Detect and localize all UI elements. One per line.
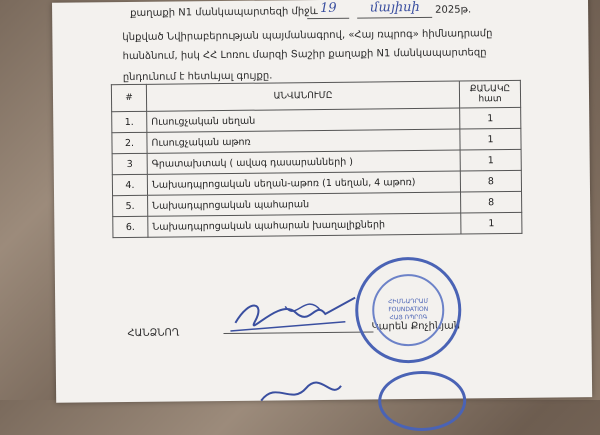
organization-seal: [355, 257, 462, 364]
transferor-label: ՀԱՆՁՆՈՂ: [127, 327, 180, 340]
date-year: 2025թ.: [435, 4, 472, 16]
row-quantity: 1: [460, 107, 521, 129]
row-name: Նախադպրոցական սեղան-աթոռ (1 սեղան, 4 աթոռ): [147, 171, 460, 195]
row-name: Նախադպրոցական պահարան: [148, 192, 461, 216]
row-number: 6.: [113, 216, 148, 237]
seal-text: [358, 298, 458, 323]
row-number: 4.: [112, 174, 147, 195]
date-day-underline: [307, 18, 349, 19]
row-name: Նախադպրոցական պահարան խաղալիքների: [148, 213, 461, 237]
seal-line-3: ՀԱՅ ՌՊՐՈԳ: [389, 313, 428, 322]
row-name: Գրատախտակ ( ավագ դասարանների ): [147, 150, 460, 174]
row-name: Ուսուցչական սեղան: [147, 108, 460, 132]
header-line-2: կնքված Նվիրաբերության պայմանագրով, «Հայ ռպրոգ» հիմնադրամը: [122, 28, 493, 44]
header-line-1: [130, 6, 318, 19]
header-line-4: ընդունում է հետևյալ գույքը.: [122, 70, 273, 84]
row-number: 2.: [112, 132, 147, 153]
header-line-3: հանձնում, իսկ ՀՀ Լոռու մարզի Տաշիր քաղաքի N1 մանկապարտեզը: [122, 47, 487, 63]
seal-line-1: ՀԻՄՆԱԴՐԱՄ: [388, 297, 429, 306]
header-quantity: [459, 80, 520, 108]
header-name: ԱՆՎԱՆՈՒՄԸ: [146, 81, 459, 111]
header-quantity-label: ՔԱՆԱԿԸ: [469, 84, 511, 95]
row-quantity: 8: [460, 170, 521, 192]
row-quantity: 1: [460, 149, 521, 171]
handwritten-signature: [225, 292, 365, 337]
signatory-name: Կարեն Քոչինյան: [371, 320, 461, 333]
header-quantity-unit: հատ: [478, 94, 502, 105]
second-signature: [256, 380, 346, 411]
row-number: 1.: [112, 111, 147, 132]
row-number: 5.: [113, 195, 148, 216]
date-month: մայիսի: [370, 0, 420, 16]
table-row: [113, 212, 522, 237]
second-seal: [378, 370, 467, 431]
row-name: Ուսուցչական աթոռ: [147, 129, 460, 153]
row-quantity: 1: [460, 128, 521, 150]
date-month-underline: [357, 17, 432, 19]
row-quantity: 1: [461, 212, 522, 234]
header-number: #: [111, 84, 146, 111]
items-table: [111, 80, 523, 238]
header-line-1-text: քաղաքի N1 մանկապարտեզի միջև: [130, 6, 318, 19]
row-quantity: 8: [461, 191, 522, 213]
seal-line-2: FOUNDATION: [388, 305, 429, 314]
row-number: 3: [112, 153, 147, 174]
date-day: 19: [320, 0, 337, 16]
table-header-row: [111, 80, 520, 111]
document-page: [52, 0, 592, 403]
